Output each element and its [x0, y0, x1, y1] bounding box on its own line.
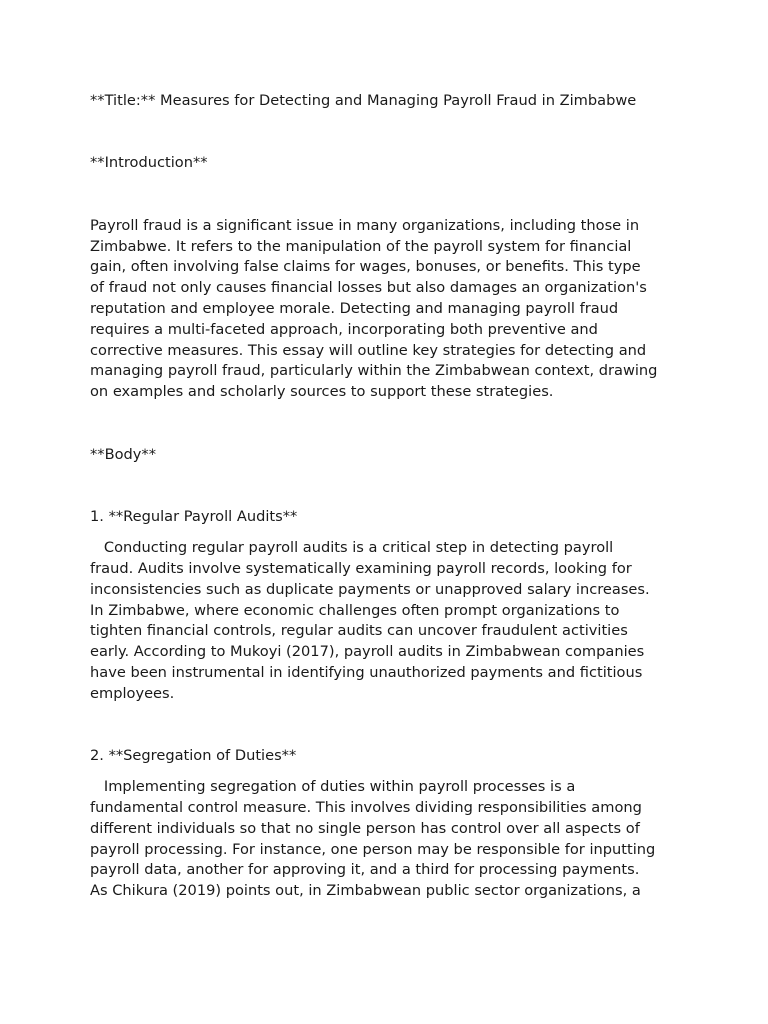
paragraph-line: early. According to Mukoyi (2017), payroll audits in Zimbabwean companies	[90, 643, 645, 661]
paragraph-line: different individuals so that no single person has control over all aspects of	[90, 819, 640, 837]
section-paragraph-regular-payroll-audits	[90, 538, 690, 704]
paragraph-line: have been instrumental in identifying unauthorized payments and fictitious	[90, 663, 643, 681]
paragraph-line: payroll processing. For instance, one person may be responsible for inputting	[90, 840, 656, 858]
section-heading-segregation-of-duties	[90, 746, 690, 767]
section-heading-text: 1. **Regular Payroll Audits**	[90, 507, 298, 525]
paragraph-line: tighten financial controls, regular audits can uncover fraudulent activities	[90, 622, 628, 640]
introduction-heading	[90, 153, 690, 174]
body-heading-text: **Body**	[90, 445, 157, 463]
paragraph-line: employees.	[90, 684, 175, 702]
paragraph-line: Zimbabwe. It refers to the manipulation of the payroll system for financial	[90, 237, 632, 255]
paragraph-line: fundamental control measure. This involves dividing responsibilities among	[90, 799, 642, 817]
title-line: **Title:** Measures for Detecting and Managing Payroll Fraud in Zimbabwe	[90, 92, 637, 109]
paragraph-line: Payroll fraud is a significant issue in many organizations, including those in	[90, 216, 640, 234]
introduction-paragraph	[90, 216, 690, 403]
paragraph-line: of fraud not only causes financial losses but also damages an organization's	[90, 279, 647, 297]
section-heading-regular-payroll-audits	[90, 507, 690, 528]
document-title	[90, 91, 690, 112]
paragraph-line: As Chikura (2019) points out, in Zimbabwean public sector organizations, a	[90, 882, 641, 900]
paragraph-line: Implementing segregation of duties within payroll processes is a	[90, 778, 576, 796]
paragraph-line: Conducting regular payroll audits is a critical step in detecting payroll	[90, 539, 614, 557]
section-paragraph-segregation-of-duties	[90, 777, 690, 902]
paragraph-line: fraud. Audits involve systematically examining payroll records, looking for	[90, 559, 632, 577]
section-heading-text: 2. **Segregation of Duties**	[90, 747, 297, 765]
document-page	[90, 91, 690, 902]
paragraph-line: on examples and scholarly sources to support these strategies.	[90, 383, 554, 401]
paragraph-line: managing payroll fraud, particularly within the Zimbabwean context, drawing	[90, 362, 658, 380]
paragraph-line: payroll data, another for approving it, and a third for processing payments.	[90, 861, 640, 879]
paragraph-line: corrective measures. This essay will outline key strategies for detecting and	[90, 341, 647, 359]
paragraph-line: reputation and employee morale. Detecting and managing payroll fraud	[90, 299, 619, 317]
introduction-heading-text: **Introduction**	[90, 154, 208, 172]
paragraph-line: inconsistencies such as duplicate payments or unapproved salary increases.	[90, 580, 650, 598]
body-heading	[90, 445, 690, 466]
paragraph-line: In Zimbabwe, where economic challenges often prompt organizations to	[90, 601, 620, 619]
paragraph-line: requires a multi-faceted approach, incorporating both preventive and	[90, 320, 598, 338]
paragraph-line: gain, often involving false claims for wages, bonuses, or benefits. This type	[90, 258, 641, 276]
